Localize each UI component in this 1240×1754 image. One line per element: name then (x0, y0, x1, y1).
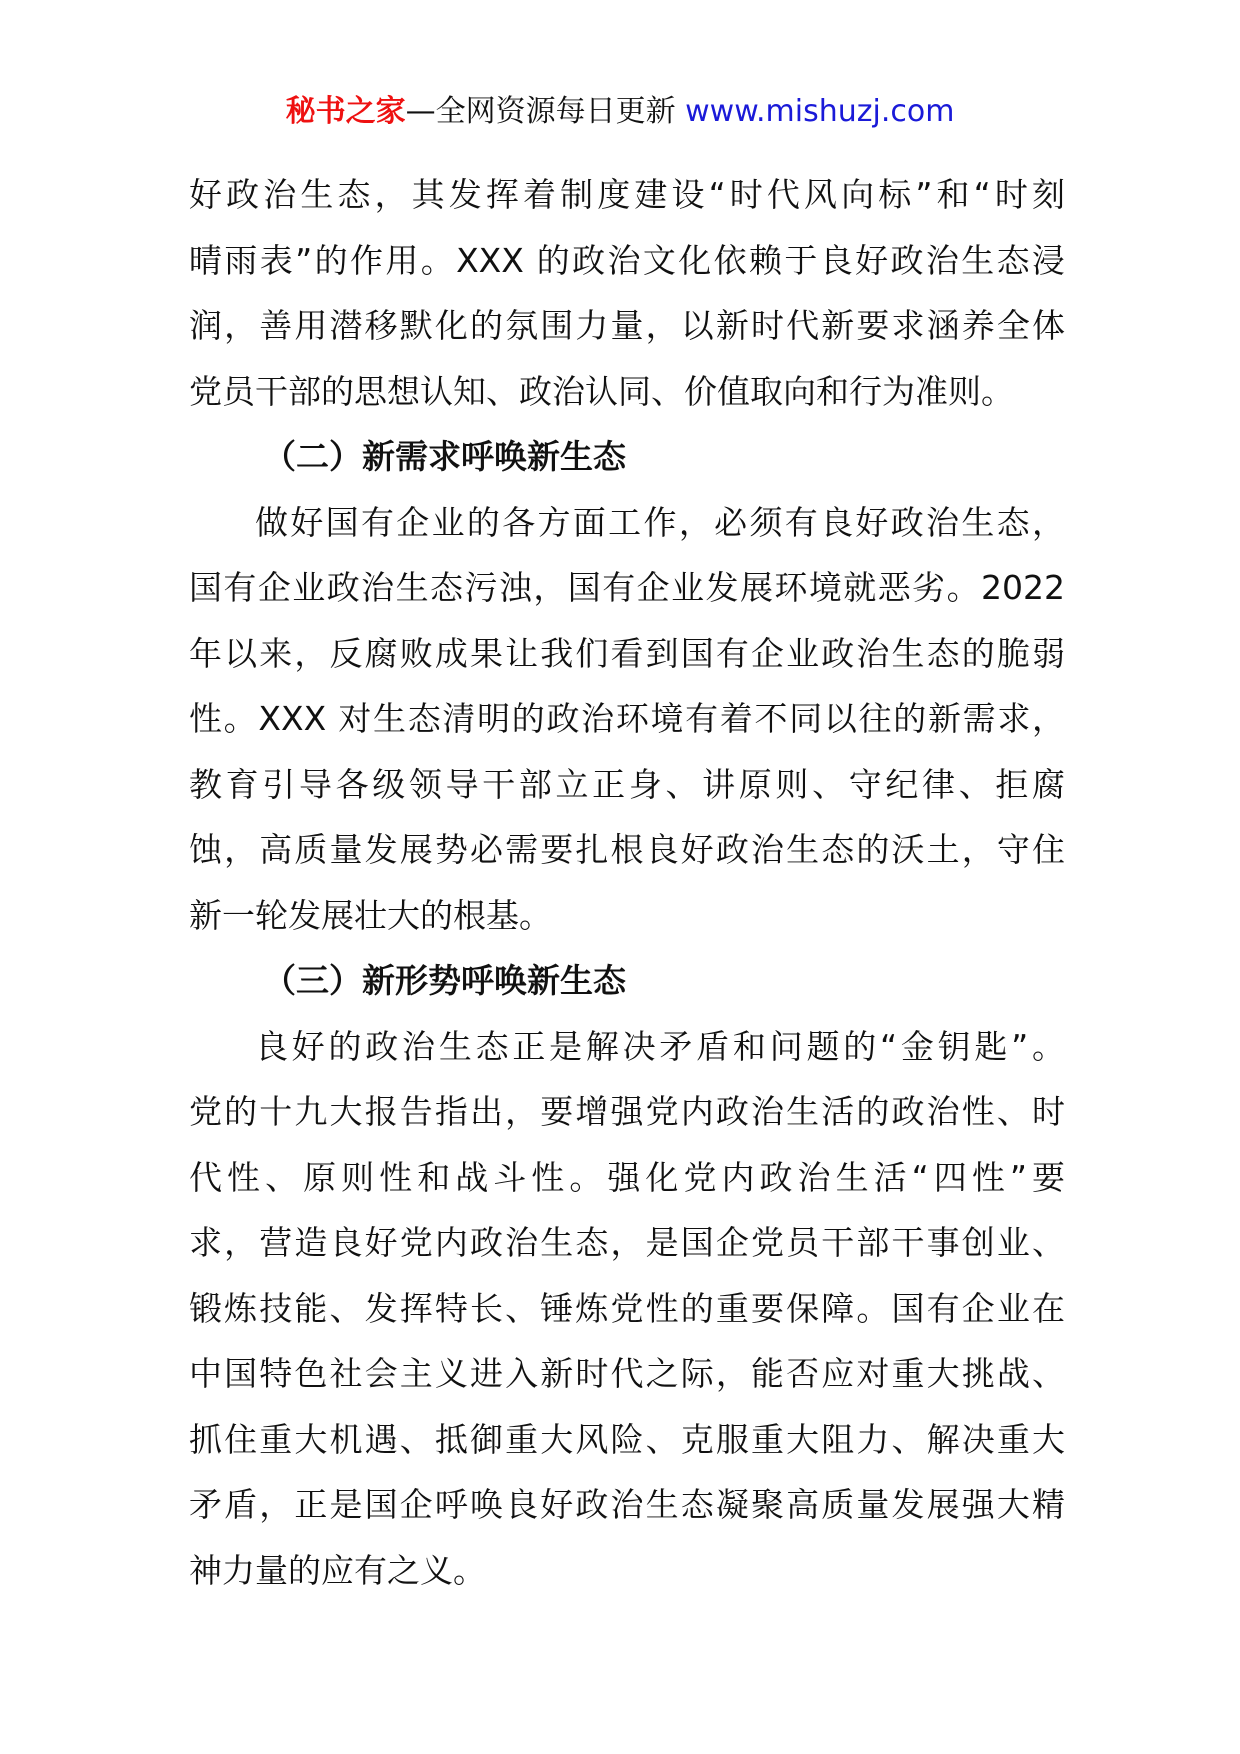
paragraph-line: 求，营造良好党内政治生态，是国企党员干部干事创业、 (189, 1223, 1065, 1262)
paragraph-line: 国有企业政治生态污浊，国有企业发展环境就恶劣。2022 (189, 568, 1065, 607)
paragraph-line: 做好国有企业的各方面工作，必须有良好政治生态， (255, 502, 1065, 542)
paragraph-line: 锻炼技能、发挥特长、锤炼党性的重要保障。国有企业在 (189, 1288, 1065, 1328)
document-body (189, 162, 1065, 1603)
paragraph-line: 蚀，高质量发展势必需要扎根良好政治生态的沃土，守住 (189, 830, 1065, 869)
site-brand: 秘书之家 (285, 94, 406, 129)
section-heading: （三）新形势呼唤新生态 (263, 961, 626, 1000)
section-heading: （二）新需求呼唤新生态 (263, 437, 626, 476)
site-url-link[interactable]: www.mishuzj.com (685, 94, 955, 129)
site-header (0, 90, 1240, 134)
paragraph-line: 党的十九大报告指出，要增强党内政治生活的政治性、时 (189, 1092, 1065, 1131)
paragraph-line: 好政治生态，其发挥着制度建设“时代风向标”和“时刻 (189, 175, 1065, 214)
paragraph-line: 性。XXX 对生态清明的政治环境有着不同以往的新需求， (189, 699, 1065, 738)
paragraph-line: 新一轮发展壮大的根基。 (189, 895, 552, 935)
paragraph-line: 中国特色社会主义进入新时代之际，能否应对重大挑战、 (189, 1354, 1065, 1393)
paragraph-line: 神力量的应有之义。 (189, 1550, 486, 1590)
paragraph-line: 年以来，反腐败成果让我们看到国有企业政治生态的脆弱 (189, 633, 1065, 673)
paragraph-line: 抓住重大机遇、抵御重大风险、克服重大阻力、解决重大 (189, 1419, 1065, 1459)
site-tagline: —全网资源每日更新 (405, 94, 676, 129)
paragraph-line: 良好的政治生态正是解决矛盾和问题的“金钥匙”。 (255, 1026, 1065, 1066)
paragraph-line: 晴雨表”的作用。XXX 的政治文化依赖于良好政治生态浸 (189, 240, 1065, 280)
paragraph-line: 润，善用潜移默化的氛围力量，以新时代新要求涵养全体 (189, 306, 1065, 345)
paragraph-line: 矛盾，正是国企呼唤良好政治生态凝聚高质量发展强大精 (189, 1485, 1065, 1524)
paragraph-line: 党员干部的思想认知、政治认同、价值取向和行为准则。 (189, 371, 1014, 411)
paragraph-line: 教育引导各级领导干部立正身、讲原则、守纪律、拒腐 (189, 764, 1065, 804)
paragraph-line: 代性、原则性和战斗性。强化党内政治生活“四性”要 (189, 1157, 1065, 1197)
